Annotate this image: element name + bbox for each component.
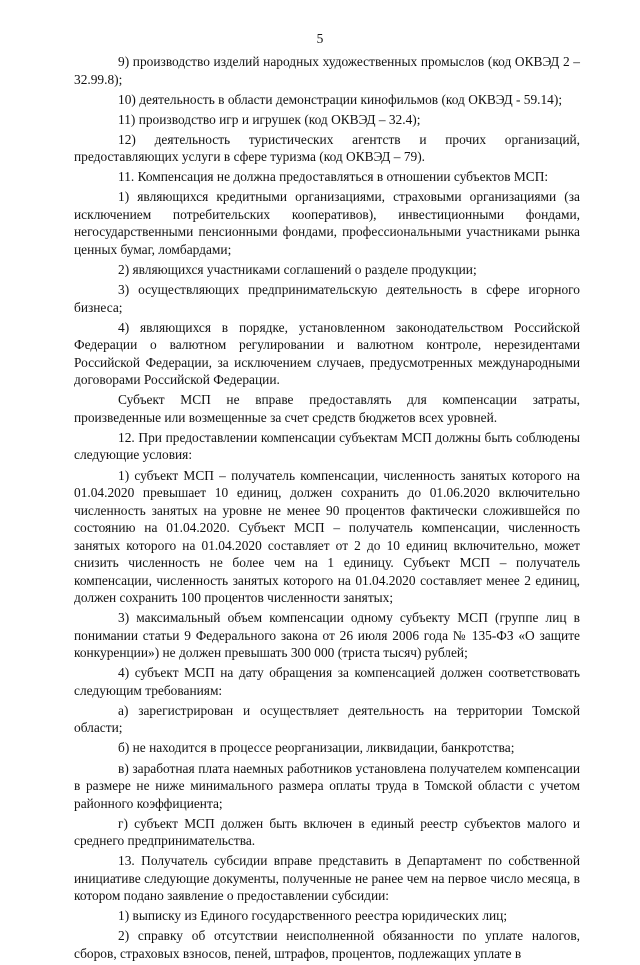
paragraph: 2) справку об отсутствии неисполненной обязанности по уплате налогов, сборов, страховых взносов, пеней, штрафов, процентов, подлежащих уплате в: [74, 928, 580, 961]
paragraph: Субъект МСП не вправе предоставлять для компенсации затраты, произведенные или возмещенные за счет средств бюджетов всех уровней.: [74, 392, 580, 425]
paragraph: 1) субъект МСП – получатель компенсации, численность занятых которого на 01.04.2020 превышает 10 единиц, должен сохранить до 01.06.2020 включительно численность занятых на уровне не менее 90 процентов фактически сложившейся по состоянию на 01.04.2020. Субъект МСП – получатель компенсации, численность занятых которого на 01.04.2020 составляет от 2 до 10 единиц включительно, может снизить численность не более чем на 1 единицу. Субъект МСП – получатель компенсации, численность занятых которого на 01.04.2020 составляет менее 2 единиц, должен сохранить 100 процентов численности занятых;: [74, 467, 580, 606]
paragraph: а) зарегистрирован и осуществляет деятельность на территории Томской области;: [74, 702, 580, 736]
paragraph: 11. Компенсация не должна предоставляться в отношении субъектов МСП:: [118, 169, 549, 185]
paragraph: 10) деятельность в области демонстрации кинофильмов (код ОКВЭД - 59.14);: [118, 91, 563, 107]
paragraph: б) не находится в процессе реорганизации, ликвидации, банкротства;: [118, 740, 515, 756]
paragraph: г) субъект МСП должен быть включен в единый реестр субъектов малого и среднего предпринимательства.: [74, 815, 580, 849]
paragraph: 3) осуществляющих предпринимательскую деятельность в сфере игорного бизнеса;: [74, 282, 580, 315]
document-body: [74, 53, 580, 965]
paragraph: 1) выписку из Единого государственного реестра юридических лиц;: [118, 908, 508, 924]
paragraph: 13. Получатель субсидии вправе представить в Департамент по собственной инициативе следующие документы, полученные не ранее чем на первое число месяца, в котором подано заявление о предоставлении субсидии:: [74, 853, 580, 904]
paragraph: 3) максимальный объем компенсации одному субъекту МСП (группе лиц в понимании статьи 9 Федерального закона от 26 июля 2006 года № 135-ФЗ «О защите конкуренции») не должен превышать 300 000 (триста тысяч) рублей;: [74, 610, 580, 661]
page-number: 5: [316, 31, 324, 46]
paragraph: 11) производство игр и игрушек (код ОКВЭД – 32.4);: [118, 111, 421, 127]
paragraph: в) заработная плата наемных работников установлена получателем компенсации в размере не ниже минимального размера оплаты труда в Томской области с учетом районного коэффициента;: [74, 760, 580, 811]
paragraph: 4) являющихся в порядке, установленном законодательством Российской Федерации о валютном регулировании и валютном контроле, нерезидентами Российской Федерации, за исключением случаев, предусмотренных международными договорами Российской Федерации.: [74, 319, 580, 388]
paragraph: 12) деятельность туристических агентств и прочих организаций, предоставляющих услуги в сфере туризма (код ОКВЭД – 79).: [74, 131, 580, 165]
paragraph: 2) являющихся участниками соглашений о разделе продукции;: [118, 262, 477, 278]
paragraph: 4) субъект МСП на дату обращения за компенсацией должен соответствовать следующим требованиям:: [74, 665, 580, 698]
paragraph: 9) производство изделий народных художественных промыслов (код ОКВЭД 2 – 32.99.8);: [74, 54, 580, 87]
paragraph: 12. При предоставлении компенсации субъектам МСП должны быть соблюдены следующие условия:: [74, 429, 580, 463]
paragraph: 1) являющихся кредитными организациями, страховыми организациями (за исключением потребительских кооперативов), инвестиционными фондами, негосударственными пенсионными фондами, профессиональными участниками рынка ценных бумаг, ломбардами;: [74, 189, 580, 257]
